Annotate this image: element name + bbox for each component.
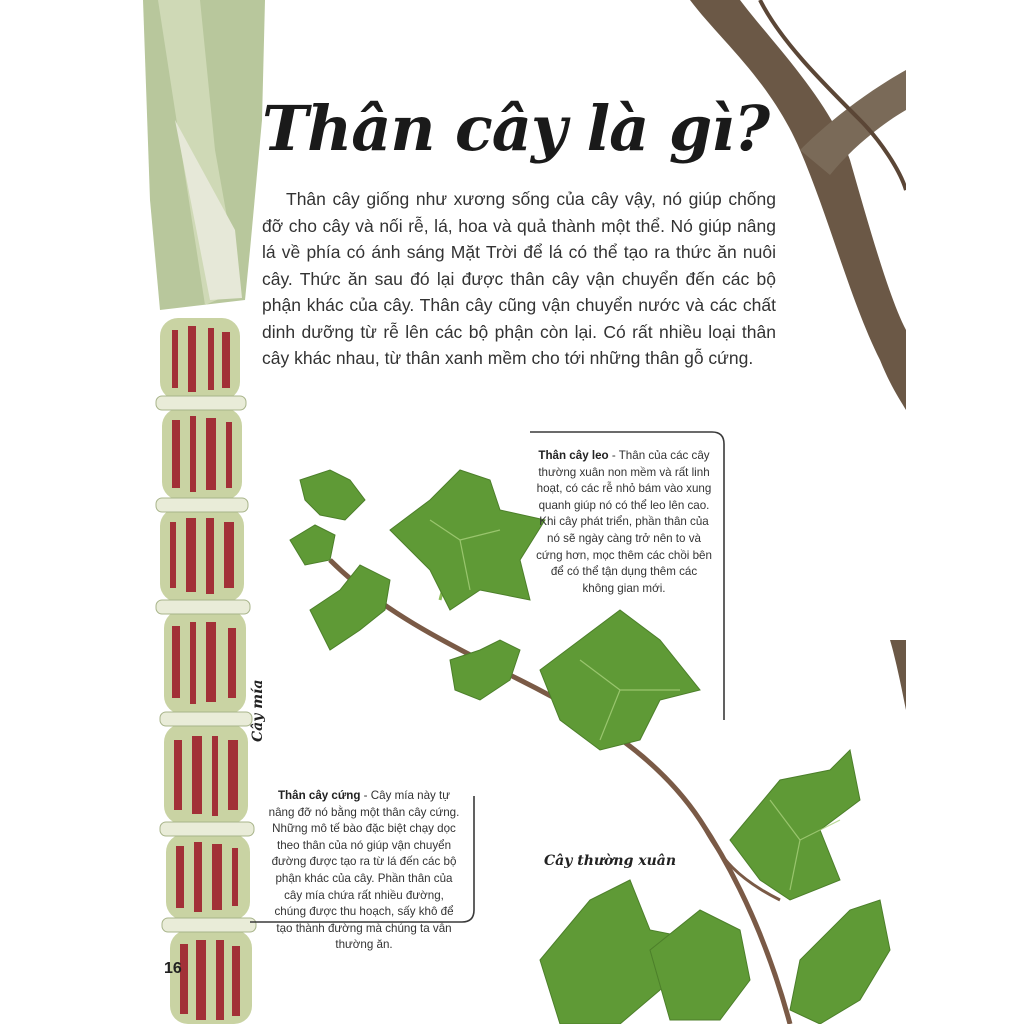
cane-callout xyxy=(268,788,460,954)
cane-callout-text: - Cây mía này tự nâng đỡ nó bằng một thân cây cứng. Những mô tế bào đặc biệt chạy dọc theo thân của nó giúp vận chuyển đường được tạo ra từ lá đến các bộ phận khác của cây. Phần thân của cây mía chứa rất nhiều đường, chúng được thu hoạch, sấy khô để tạo thành đường mà chúng ta vẫn thường ăn. xyxy=(268,789,460,952)
cane-callout-term: Thân cây cứng xyxy=(277,789,361,802)
ivy-leaf xyxy=(730,750,860,900)
ivy-callout-text: - Thân của các cây thường xuân non mềm và rất linh hoạt, có các rễ nhỏ bám vào xung quanh giúp nó có thể leo lên cao. Khi cây phát triển, phần thân của nó sẽ ngày càng trở nên to và cứng hơn, mọc thêm các chồi bên để có thể tận dụng thêm các không gian mới. xyxy=(536,449,712,595)
page-title: Thân cây là gì? xyxy=(262,92,770,165)
sugarcane-label: Cây mía xyxy=(250,679,266,742)
ivy-label: Cây thường xuân xyxy=(544,853,677,869)
ivy-leaf xyxy=(650,910,750,1020)
ivy-leaf xyxy=(540,610,700,750)
ivy-leaf xyxy=(790,900,890,1024)
ivy-callout xyxy=(536,448,712,597)
page-number: 16 xyxy=(164,960,182,977)
page-margin xyxy=(906,0,1024,1024)
ivy-leaf xyxy=(310,565,390,650)
ivy-leaf xyxy=(290,525,335,565)
ivy-leaf xyxy=(300,470,365,520)
sugarcane-image xyxy=(143,0,265,1024)
intro-paragraph: Thân cây giống như xương sống của cây vậy, nó giúp chống đỡ cho cây và nối rễ, lá, hoa và quả thành một thể. Nó giúp nâng lá về phía có ánh sáng Mặt Trời để lá có thể tạo ra thức ăn nuôi cây. Thức ăn sau đó lại được thân cây vận chuyển đến các bộ phận khác của cây. Thân cây cũng vận chuyển nước và các chất dinh dưỡng từ rễ lên các bộ phận còn lại. Có rất nhiều loại thân cây khác nhau, từ thân xanh mềm cho tới những thân gỗ cứng. xyxy=(262,189,776,368)
ivy-callout-term: Thân cây leo xyxy=(538,449,609,462)
ivy-leaf xyxy=(390,470,545,610)
